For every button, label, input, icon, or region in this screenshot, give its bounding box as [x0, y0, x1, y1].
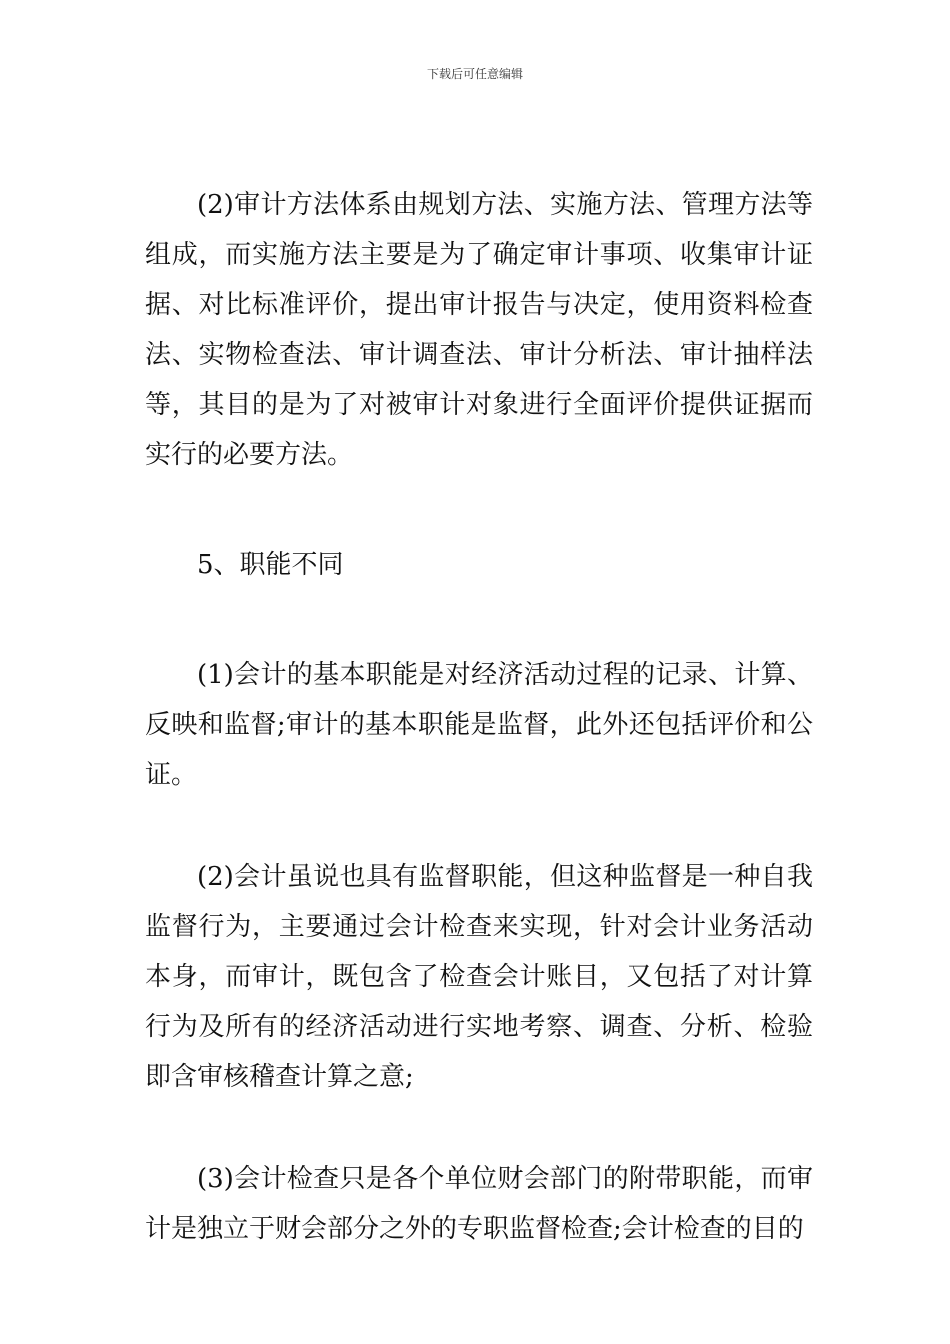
page-header: 下载后可任意编辑 [426, 67, 523, 81]
paragraph-audit-methods: (2)审计方法体系由规划方法、实施方法、管理方法等组成，而实施方法主要是为了确定审计事项、收集审计证据、对比标准评价，提出审计报告与决定，使用资料检查法、实物检查法、审计调查法、审计分析法、审计抽样法等，其目的是为了对被审计对象进行全面评价提供证据而实行的必要方法。 [145, 190, 813, 470]
section-heading-functions: 5、职能不同 [197, 550, 344, 580]
paragraph-basic-functions: (1)会计的基本职能是对经济活动过程的记录、计算、反映和监督;审计的基本职能是监督，此外还包括评价和公证。 [145, 660, 813, 790]
paragraph-independence: (3)会计检查只是各个单位财会部门的附带职能，而审计是独立于财会部分之外的专职监督检查;会计检查的目的 [145, 1164, 813, 1244]
paragraph-supervision: (2)会计虽说也具有监督职能，但这种监督是一种自我监督行为，主要通过会计检查来实现，针对会计业务活动本身，而审计，既包含了检查会计账目，又包括了对计算行为及所有的经济活动进行实地考察、调查、分析、检验即含审核稽查计算之意; [145, 862, 813, 1092]
document-body [145, 180, 813, 1254]
